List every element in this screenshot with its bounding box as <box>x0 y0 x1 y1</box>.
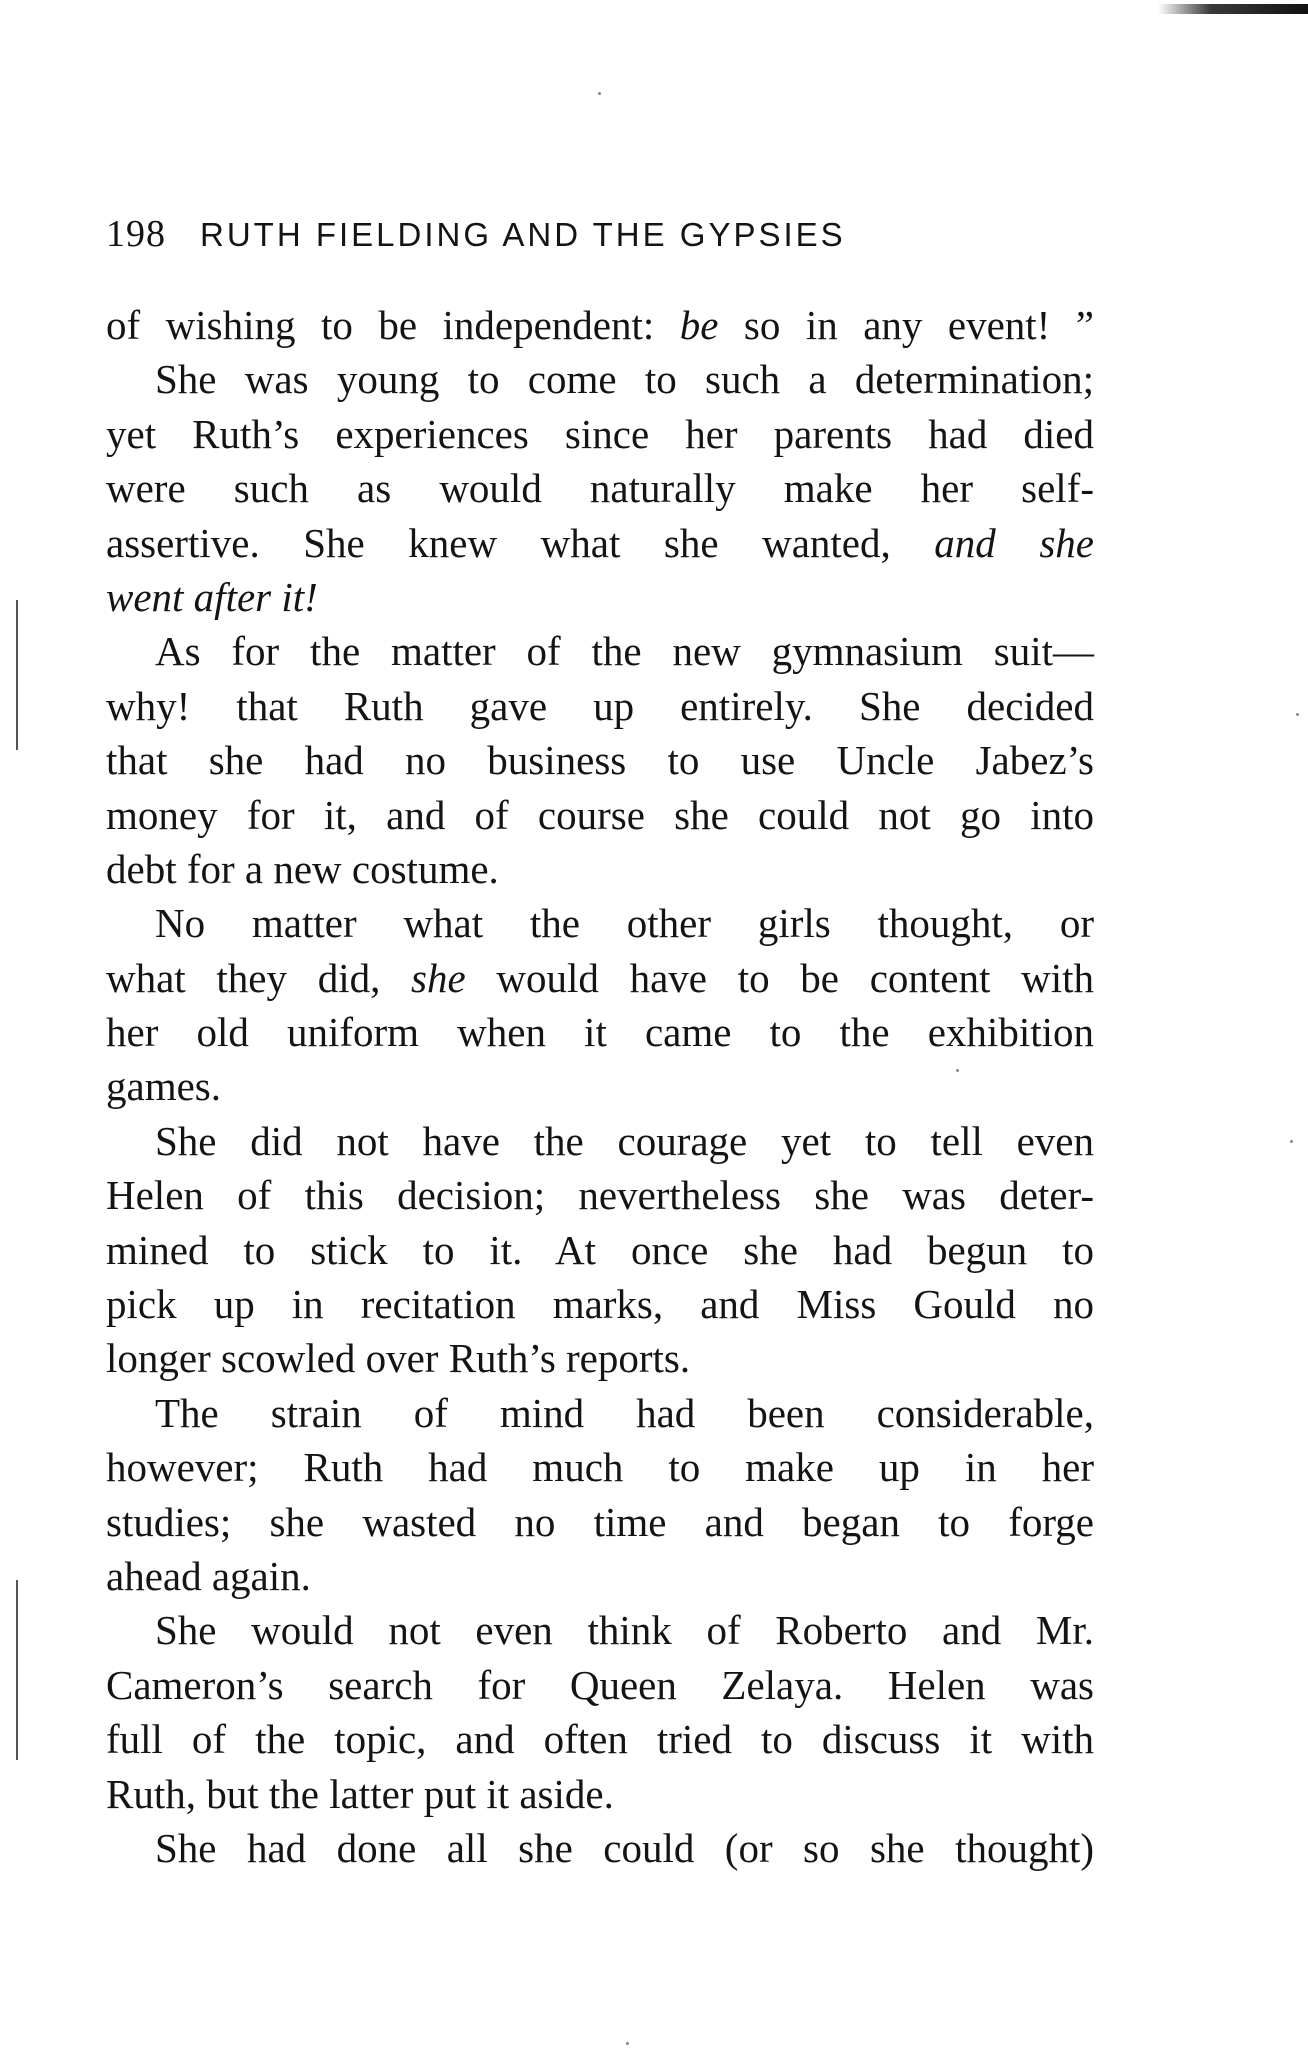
text-line: longer scowled over Ruth’s reports. <box>106 1335 691 1382</box>
scan-speck <box>1296 713 1299 716</box>
text-line: Helen of this decision; nevertheless she was deter- <box>106 1172 1094 1219</box>
text-line: She did not have the courage yet to tell even <box>155 1117 1094 1164</box>
text-line: debt for a new costume. <box>106 845 499 892</box>
text-line: her old uniform when it came to the exhibition <box>106 1009 1094 1056</box>
text-line: why! that Ruth gave up entirely. She decided <box>106 682 1094 729</box>
text-line: assertive. She knew what she wanted, and she <box>106 519 1094 566</box>
text-line: studies; she wasted no time and began to forge <box>106 1498 1094 1545</box>
margin-scan-mark <box>16 600 18 750</box>
text-line: The strain of mind had been considerable, <box>155 1389 1094 1436</box>
text-line: that she had no business to use Uncle Jabez’s <box>106 737 1094 784</box>
text-line: were such as would naturally make her self- <box>106 465 1094 512</box>
text-line: went after it! <box>106 573 318 620</box>
text-line: mined to stick to it. At once she had begun to <box>106 1226 1094 1273</box>
page-header <box>106 212 1101 262</box>
text-line: ahead again. <box>106 1552 311 1599</box>
scan-speck <box>598 92 601 95</box>
text-line: She would not even think of Roberto and Mr. <box>155 1607 1094 1654</box>
page-number: 198 <box>106 213 166 255</box>
margin-scan-mark <box>16 1580 18 1760</box>
text-line: She had done all she could (or so she thought) <box>155 1824 1094 1871</box>
text-line: what they did, she would have to be content with <box>106 954 1094 1001</box>
running-title: RUTH FIELDING AND THE GYPSIES <box>200 216 846 253</box>
body-text <box>106 298 1094 1875</box>
scan-edge-mark <box>1158 4 1308 14</box>
text-line: however; Ruth had much to make up in her <box>106 1444 1094 1491</box>
scan-speck <box>626 2042 629 2045</box>
text-line: full of the topic, and often tried to discuss it with <box>106 1716 1094 1763</box>
text-line: of wishing to be independent: be so in any event! ” <box>106 302 1094 348</box>
text-line: No matter what the other girls thought, or <box>155 900 1094 947</box>
text-line: games. <box>106 1063 221 1110</box>
text-line: Ruth, but the latter put it aside. <box>106 1770 614 1817</box>
text-line: yet Ruth’s experiences since her parents had died <box>106 410 1094 457</box>
text-line: pick up in recitation marks, and Miss Gould no <box>106 1281 1094 1328</box>
text-line: money for it, and of course she could not go into <box>106 791 1094 838</box>
scan-speck <box>1290 1140 1293 1143</box>
text-line: She was young to come to such a determination; <box>155 356 1094 403</box>
text-line: As for the matter of the new gymnasium suit— <box>155 628 1094 675</box>
text-line: Cameron’s search for Queen Zelaya. Helen was <box>106 1661 1094 1708</box>
